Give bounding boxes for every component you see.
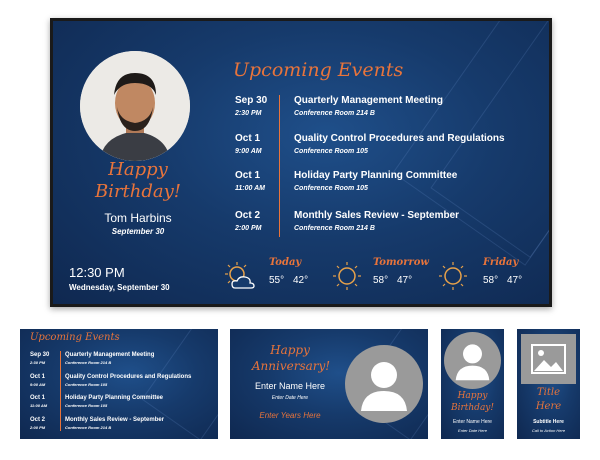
event-time: 2:00 PM (30, 425, 46, 430)
event-title: Monthly Sales Review - September (65, 417, 165, 423)
event-date: Oct 1 (235, 133, 261, 144)
birthday-portrait-line1: Happy (457, 391, 488, 401)
weather-day: Friday (483, 257, 519, 268)
weather-low: 47° (397, 275, 413, 286)
birthday-portrait-date: Enter Date Here (458, 428, 487, 433)
image-icon (521, 334, 576, 384)
weather-high: 58° (483, 275, 499, 286)
weather-day: Tomorrow (373, 257, 430, 268)
thumb-anniversary-template[interactable] (230, 329, 428, 439)
event-room: Conference Room 105 (65, 382, 108, 387)
birthday-portrait-name: Enter Name Here (453, 419, 492, 425)
anniversary-name: Enter Name Here (254, 381, 326, 391)
weather-high: 55° (269, 275, 285, 286)
event-time: 2:00 PM (235, 225, 262, 232)
events-title: Upcoming Events (233, 59, 404, 81)
event-title: Holiday Party Planning Committee (65, 395, 164, 401)
anniversary-greeting-line1: Happy (270, 343, 310, 357)
event-title: Holiday Party Planning Committee (294, 170, 458, 181)
clock-date: Wednesday, September 30 (69, 283, 170, 292)
event-title: Quality Control Procedures and Regulations (65, 374, 192, 380)
anniversary-years: Enter Years Here (259, 411, 321, 420)
event-title: Monthly Sales Review - September (294, 210, 460, 221)
event-time: 2:30 PM (30, 360, 46, 365)
event-room: Conference Room 214 B (294, 110, 375, 117)
partly-cloudy-icon (223, 261, 257, 291)
event-title: Quality Control Procedures and Regulations (294, 133, 505, 144)
thumb-events-template[interactable] (20, 329, 218, 439)
event-title: Quarterly Management Meeting (294, 95, 443, 106)
anniversary-greeting-line2: Anniversary! (251, 359, 331, 373)
event-row (235, 170, 535, 204)
event-date: Oct 1 (235, 170, 261, 181)
event-row (235, 133, 535, 167)
subtitle: Subtitle Here (533, 419, 564, 425)
event-row (235, 95, 535, 129)
event-row (235, 210, 535, 244)
clock-time: 12:30 PM (69, 265, 125, 280)
thumb-events-title: Upcoming Events (30, 332, 120, 343)
sun-icon (437, 261, 469, 291)
event-room: Conference Room 214 B (65, 360, 112, 365)
event-room: Conference Room 214 B (294, 225, 375, 232)
weather-low: 42° (293, 275, 309, 286)
weather-tomorrow (331, 257, 441, 293)
thumb-birthday-portrait-template[interactable] (441, 329, 504, 439)
weather-low: 47° (507, 275, 523, 286)
birthday-portrait-line2: Birthday! (450, 403, 495, 413)
event-time: 11:00 AM (30, 403, 48, 408)
weather-day: Today (269, 257, 302, 268)
event-time: 2:30 PM (235, 110, 262, 117)
weather-friday (437, 257, 547, 293)
person-icon (345, 345, 423, 423)
birthday-date: September 30 (111, 227, 165, 236)
event-room: Conference Room 105 (294, 185, 368, 192)
event-title: Quarterly Management Meeting (65, 352, 155, 358)
event-row (30, 417, 216, 435)
event-row (30, 374, 216, 392)
event-room: Conference Room 214 B (65, 425, 112, 430)
event-date: Oct 1 (30, 374, 46, 380)
avatar-placeholder (345, 345, 423, 423)
thumb-title-portrait-template[interactable] (517, 329, 580, 439)
birthday-greeting-line2: Birthday! (94, 181, 182, 202)
avatar-placeholder (444, 332, 501, 389)
title-line2: Here (535, 401, 562, 412)
birthday-greeting-line1: Happy (108, 159, 168, 180)
call-to-action: Call to Action Here (531, 428, 566, 433)
weather-high: 58° (373, 275, 389, 286)
weather-today (223, 257, 323, 293)
image-placeholder (521, 334, 576, 384)
portrait-photo (80, 51, 190, 161)
event-time: 9:00 AM (30, 382, 46, 387)
birthday-name: Tom Harbins (104, 211, 172, 225)
event-room: Conference Room 105 (65, 403, 108, 408)
event-row (30, 352, 216, 370)
anniversary-date: Enter Date Here (271, 395, 309, 401)
person-icon (444, 332, 501, 389)
event-time: 9:00 AM (235, 148, 262, 155)
main-display (50, 18, 552, 307)
event-row (30, 395, 216, 413)
event-date: Sep 30 (30, 352, 50, 358)
event-date: Oct 2 (235, 210, 261, 221)
event-room: Conference Room 105 (294, 148, 368, 155)
event-time: 11:00 AM (235, 185, 265, 192)
title-line1: Title (536, 387, 560, 398)
event-date: Oct 1 (30, 395, 46, 401)
sun-icon (331, 261, 363, 291)
event-date: Sep 30 (235, 95, 268, 106)
event-date: Oct 2 (30, 417, 46, 423)
